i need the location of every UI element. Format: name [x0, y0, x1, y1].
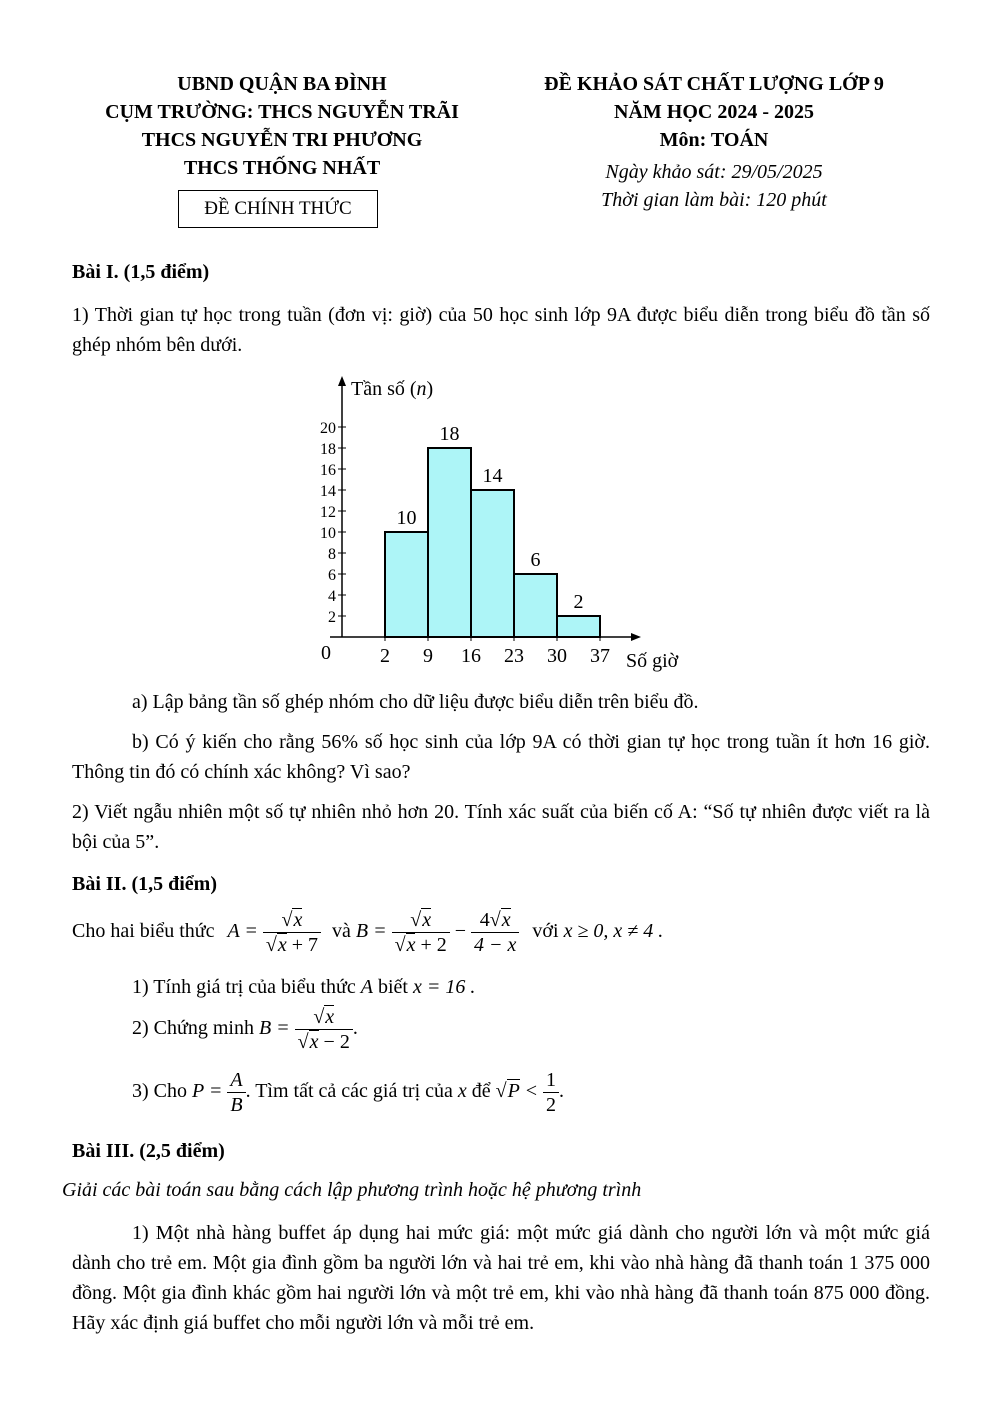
org-line-4: THCS THỐNG NHẤT [183, 157, 381, 179]
fraction-half [543, 1068, 559, 1117]
org-line-1: UBND QUẬN BA ĐÌNH [177, 73, 387, 95]
bar-value-label: 18 [439, 423, 460, 445]
exam-duration: Thời gian làm bài: 120 phút [601, 189, 827, 211]
section-2-title: Bài II. (1,5 điểm) [72, 873, 217, 895]
half-den: 2 [546, 1094, 557, 1116]
x-tick-label: 2 [380, 645, 390, 667]
histogram-bar [514, 574, 557, 637]
histogram-bar [471, 490, 514, 637]
histogram-bar [428, 448, 471, 637]
fraction-p [227, 1068, 245, 1117]
bar-value-label: 14 [482, 465, 503, 487]
b2-den: 4 − x [474, 934, 517, 956]
a-num: x [293, 909, 303, 931]
school-year: NĂM HỌC 2024 - 2025 [614, 101, 814, 123]
b-result-num: x [325, 1006, 335, 1028]
question-1b: b) Có ý kiến cho rằng 56% số học sinh của lớp 9A có thời gian tự học trong tuần ít hơn 16 giờ. Thông tin đó có chính xác không? Vì sao? [72, 731, 930, 783]
y-tick-label: 12 [320, 504, 336, 521]
expr-b-label: B = [355, 920, 387, 943]
section-3-title: Bài III. (2,5 điểm) [72, 1140, 225, 1162]
histogram-bar [557, 616, 600, 637]
bar-value-label: 6 [530, 549, 541, 571]
y-tick-label: 10 [320, 525, 336, 542]
b1-num: x [422, 909, 432, 931]
x-tick-label: 16 [461, 645, 481, 667]
histogram-bar [385, 532, 428, 637]
subject: Môn: TOÁN [659, 129, 769, 151]
org-line-2: CỤM TRƯỜNG: THCS NGUYỄN TRÃI [105, 101, 459, 123]
q21-given: biết [377, 976, 408, 998]
b2-num: x [501, 909, 511, 931]
question-2-3: 3) Cho P = $\frac{A}{B}$ . Tìm tất cả các giá trị của x để √P < $\frac{1}{2}$ . [132, 1069, 565, 1116]
fraction-b1: $\frac{√x}{√x + 2}$ [392, 908, 450, 957]
b1-den: + 2 [420, 934, 447, 956]
q23-mid: . Tìm tất cả các giá trị của [245, 1080, 453, 1103]
question-1a: a) Lập bảng tần số ghép nhóm cho dữ liệu được biểu diễn trên biểu đồ. [132, 691, 699, 713]
expr-condition: x ≥ 0, x ≠ 4 . [563, 920, 664, 943]
x-tick-label: 37 [590, 645, 610, 667]
y-tick-label: 2 [328, 609, 336, 626]
header-right [500, 70, 928, 154]
official-badge: ĐỀ CHÍNH THỨC [178, 190, 378, 228]
section-3-subtitle: Giải các bài toán sau bằng cách lập phương trình hoặc hệ phương trình [62, 1179, 642, 1201]
exam-title: ĐỀ KHẢO SÁT CHẤT LƯỢNG LỚP 9 [544, 73, 884, 95]
p-den: B [230, 1094, 243, 1116]
q23-text: 3) Cho [132, 1080, 187, 1103]
x-tick-label: 23 [504, 645, 524, 667]
x-axis-label: Số giờ [626, 650, 679, 672]
x-tick-label: 30 [547, 645, 567, 667]
question-2-2: 2) Chứng minh B = $\frac{√x}{√x - 2}$ . [132, 1006, 358, 1053]
y-tick-label: 16 [320, 462, 336, 479]
question-2-1 [132, 972, 475, 1002]
p-num: A [227, 1068, 245, 1093]
expression-line: Cho hai biểu thức A = $\frac{√x}{√x + 7}$ và B = $\frac{√x}{√x + 2}$ − $\frac{4√x}{4 - x}$ với x ≥ 0, x ≠ 4 . [72, 909, 664, 956]
fraction-b-result: $\frac{√x}{√x - 2}$ [295, 1005, 353, 1054]
section-1-question-2: 2) Viết ngẫu nhiên một số tự nhiên nhỏ hơn 20. Tính xác suất của biến cố A: “Số tự nhiên được viết ra là bội của 5”. [72, 801, 930, 853]
q23-var: x [457, 1080, 467, 1103]
fraction-b2: $\frac{4√x}{4 - x}$ [471, 908, 519, 957]
y-tick-label: 8 [328, 546, 336, 563]
section-1-title: Bài I. (1,5 điểm) [72, 261, 210, 283]
x-tick-label: 9 [423, 645, 433, 667]
y-axis-label: Tần số (n) [351, 378, 434, 400]
y-axis-arrow [338, 376, 346, 386]
q21-text: 1) Tính giá trị của biểu thức [132, 976, 356, 998]
y-tick-label: 4 [328, 588, 336, 605]
histogram-chart [300, 370, 700, 680]
y-tick-label: 14 [320, 483, 336, 500]
expr-intro: Cho hai biểu thức [72, 920, 215, 943]
bar-value-label: 10 [396, 507, 417, 529]
origin-label: 0 [321, 642, 331, 664]
b2-coef: 4 [479, 909, 490, 931]
section-1-question-1: 1) Thời gian tự học trong tuần (đơn vị: giờ) của 50 học sinh lớp 9A được biểu diễn trong biểu đồ tần số ghép nhóm bên dưới. [72, 304, 930, 356]
q21-value: x = 16 . [412, 976, 476, 998]
half-num: 1 [543, 1068, 559, 1093]
q23-to: để [471, 1080, 491, 1103]
a-den: + 7 [291, 934, 318, 956]
fraction-a: $\frac{√x}{√x + 7}$ [263, 908, 321, 957]
bar-value-label: 2 [573, 591, 584, 613]
header-left [72, 70, 492, 182]
y-tick-label: 6 [328, 567, 336, 584]
q22-text: 2) Chứng minh [132, 1017, 254, 1040]
org-line-3: THCS NGUYỄN TRI PHƯƠNG [141, 129, 423, 151]
q21-var: A [360, 976, 373, 998]
expr-with: với [532, 920, 559, 943]
exam-date: Ngày khảo sát: 29/05/2025 [605, 161, 823, 183]
x-axis-arrow [631, 633, 641, 641]
b-result-den: − 2 [323, 1031, 350, 1053]
section-3-question-1: 1) Một nhà hàng buffet áp dụng hai mức giá: một mức giá dành cho người lớn và một mức giá dành cho trẻ em. Một gia đình gồm ba người lớn và hai trẻ em, khi vào nhà hàng đã thanh toán 1 375 000 đồng. Một gia đình khác gồm hai người lớn và một trẻ em, khi vào nhà hàng đã thanh toán 875 000 đồng. Hãy xác định giá buffet cho mỗi người lớn và mỗi trẻ em. [72, 1222, 930, 1334]
expr-a-label: A = [227, 920, 258, 943]
y-tick-label: 18 [320, 441, 336, 458]
expr-and: và [332, 920, 351, 943]
y-tick-label: 20 [320, 420, 336, 437]
